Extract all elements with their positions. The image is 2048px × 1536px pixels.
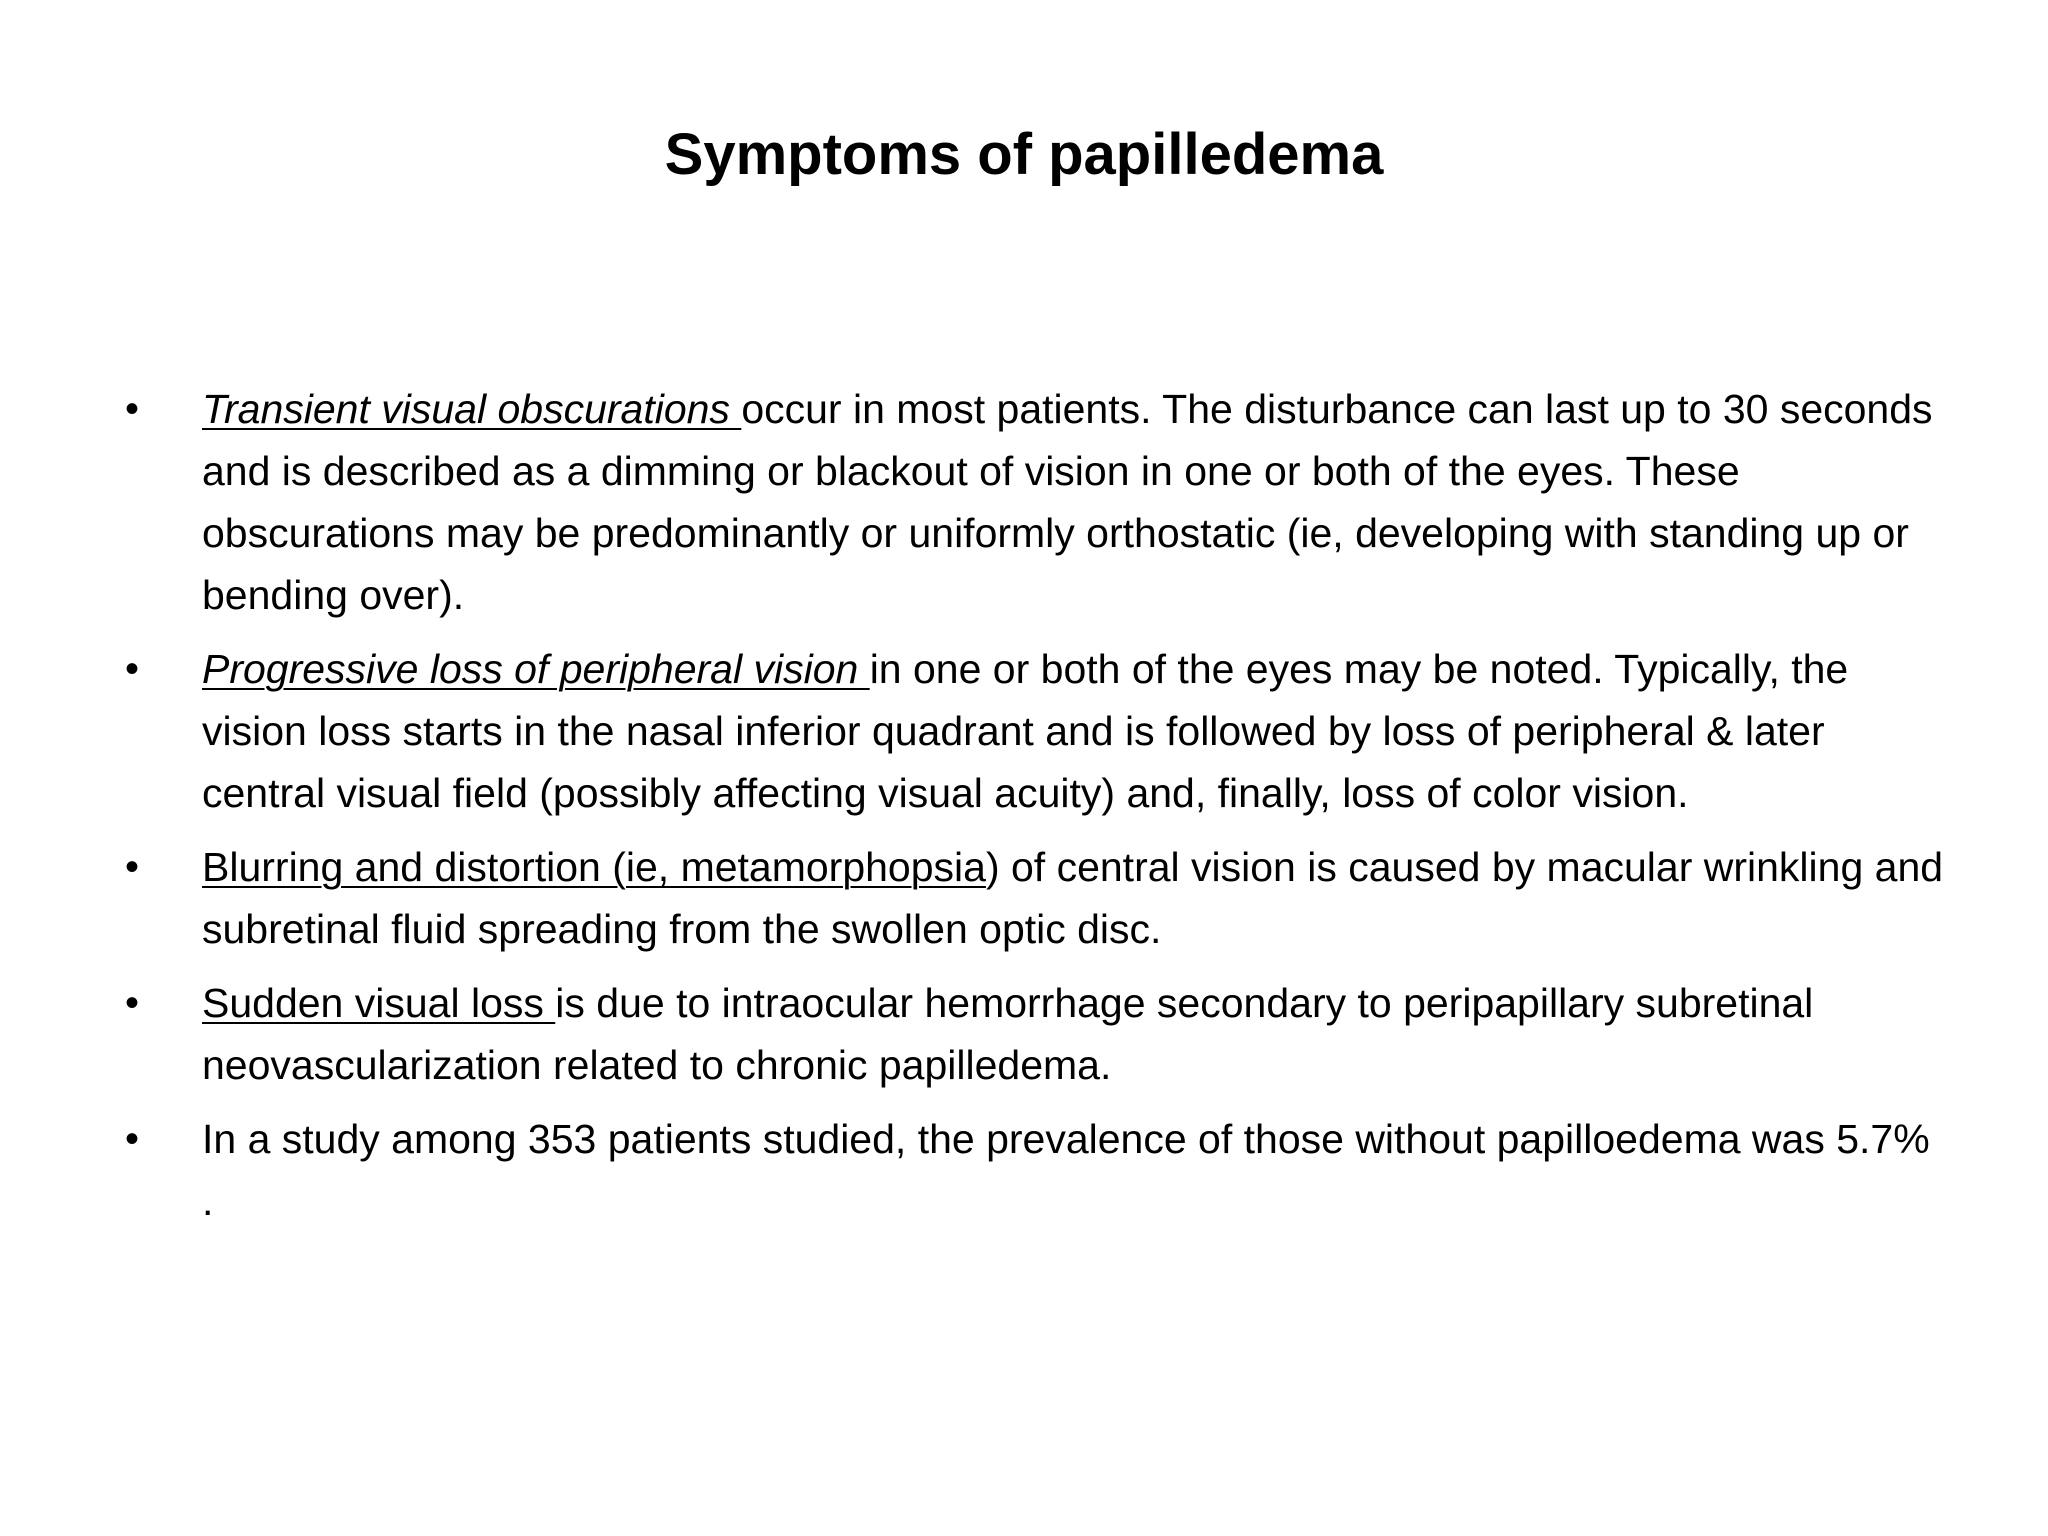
bullet-item-peripheral-vision-loss — [120, 638, 1950, 824]
bullet-item-blurring-distortion — [120, 836, 1950, 960]
bullet-item-transient-obscurations — [120, 378, 1950, 626]
slide-title: Symptoms of papilledema — [664, 122, 1384, 187]
bullet-lead-term: Blurring and distortion (ie, metamorphopsia — [202, 844, 986, 890]
bullet-list — [120, 378, 1950, 1244]
bullet-glyph: • — [125, 845, 140, 889]
bullet-glyph: • — [125, 981, 140, 1025]
bullet-lead-term: Progressive loss of peripheral vision — [202, 646, 870, 692]
bullet-text: occur in most patients. The disturbance can last up to 30 seconds and is described as a dimming or blackout of vision in one or both of the eyes. These obscurations may be predominantly or uniformly orthostatic (ie, developing with standing up or bending over). — [202, 386, 1933, 618]
bullet-glyph: • — [125, 387, 140, 431]
bullet-item-sudden-visual-loss — [120, 972, 1950, 1096]
bullet-item-study-prevalence — [120, 1108, 1950, 1232]
bullet-text: in one or both of the eyes may be noted. Typically, the vision loss starts in the nasal inferior quadrant and is followed by loss of peripheral & later central visual field (possibly affecting visual acuity) and, finally, loss of color vision. — [202, 646, 1849, 816]
bullet-text: In a study among 353 patients studied, the prevalence of those without papilloedema was 5.7% . — [202, 1116, 1930, 1224]
bullet-lead-term: Transient visual obscurations — [202, 386, 742, 432]
bullet-text: is due to intraocular hemorrhage secondary to peripapillary subretinal neovascularization related to chronic papilledema. — [202, 980, 1814, 1088]
bullet-text: ) of central vision is caused by macular wrinkling and subretinal fluid spreading from the swollen optic disc. — [202, 844, 1944, 952]
bullet-lead-term: Sudden visual loss — [202, 980, 556, 1026]
bullet-glyph: • — [125, 1117, 140, 1161]
bullet-glyph: • — [125, 647, 140, 691]
